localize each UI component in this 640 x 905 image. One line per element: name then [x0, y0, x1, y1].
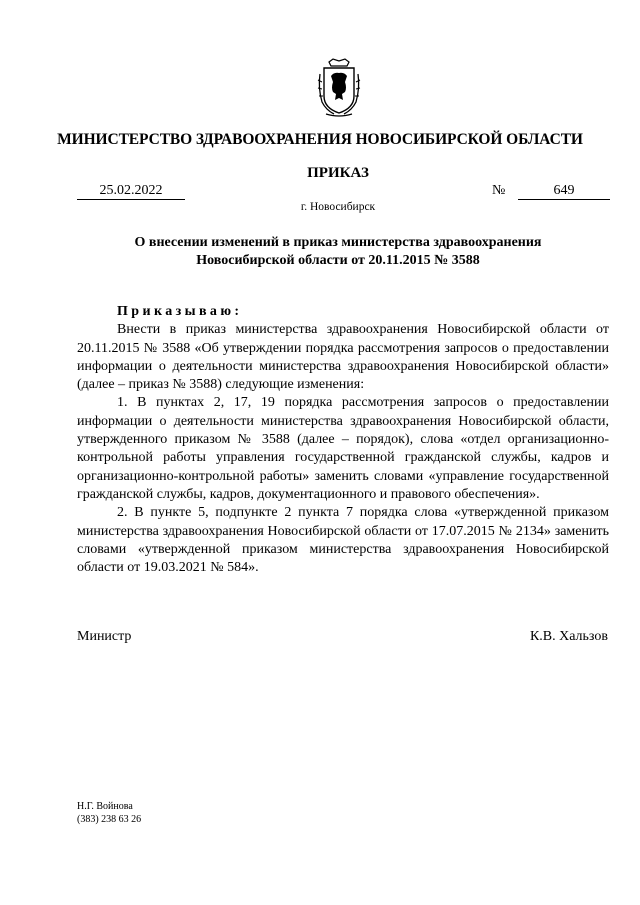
doc-type: ПРИКАЗ — [307, 165, 369, 181]
subject-line-2: Новосибирской области от 20.11.2015 № 3588 — [196, 253, 480, 268]
order-date: 25.02.2022 — [77, 182, 185, 200]
signatory-position: Министр — [77, 629, 132, 644]
executor-phone: (383) 238 63 26 — [77, 814, 142, 825]
paragraph-1: Внести в приказ министерства здравоохранения Новосибирской области от 20.11.2015 № 3588 «Об утверждении порядка рассмотрения запросов о предоставлении информации о деятельности министерства здравоохранения Новосибирской области» (далее – приказ № 3588) следующие изменения: — [77, 322, 609, 393]
subject-line-1: О внесении изменений в приказ министерства здравоохранения — [134, 235, 542, 250]
number-sign: № — [492, 183, 506, 198]
order-body — [77, 303, 609, 577]
paragraph-3: 2. В пункте 5, подпункте 2 пункта 7 порядка слова «утвержденной приказом министерства здравоохранения Новосибирской области от 17.07.2015 № 2134» заменить словами «утвержденной приказом министерства здравоохранения Новосибирской области от 19.03.2021 № 584». — [77, 505, 609, 576]
coat-of-arms-icon — [316, 58, 362, 118]
ministry-name: МИНИСТЕРСТВО ЗДРАВООХРАНЕНИЯ НОВОСИБИРСКОЙ ОБЛАСТИ — [57, 131, 583, 148]
executor-name: Н.Г. Войнова — [77, 801, 133, 812]
order-number: 649 — [518, 182, 610, 200]
order-subject — [0, 234, 640, 270]
executor-info — [77, 800, 141, 826]
signatory-name: К.В. Хальзов — [529, 629, 608, 644]
directive: Приказываю: — [117, 304, 243, 319]
city: г. Новосибирск — [300, 201, 376, 213]
paragraph-2: 1. В пунктах 2, 17, 19 порядка рассмотрения запросов о предоставлении информации о деятельности министерства здравоохранения Новосибирской области, утвержденного приказом № 3588 (далее – порядок), слова «отдел организационно-контрольной работы управления государственной гражданской службы, кадров и организационно-контрольной работы» заменить словами «управление государственной гражданской службы, кадров, документационного и правового обеспечения». — [77, 395, 609, 502]
